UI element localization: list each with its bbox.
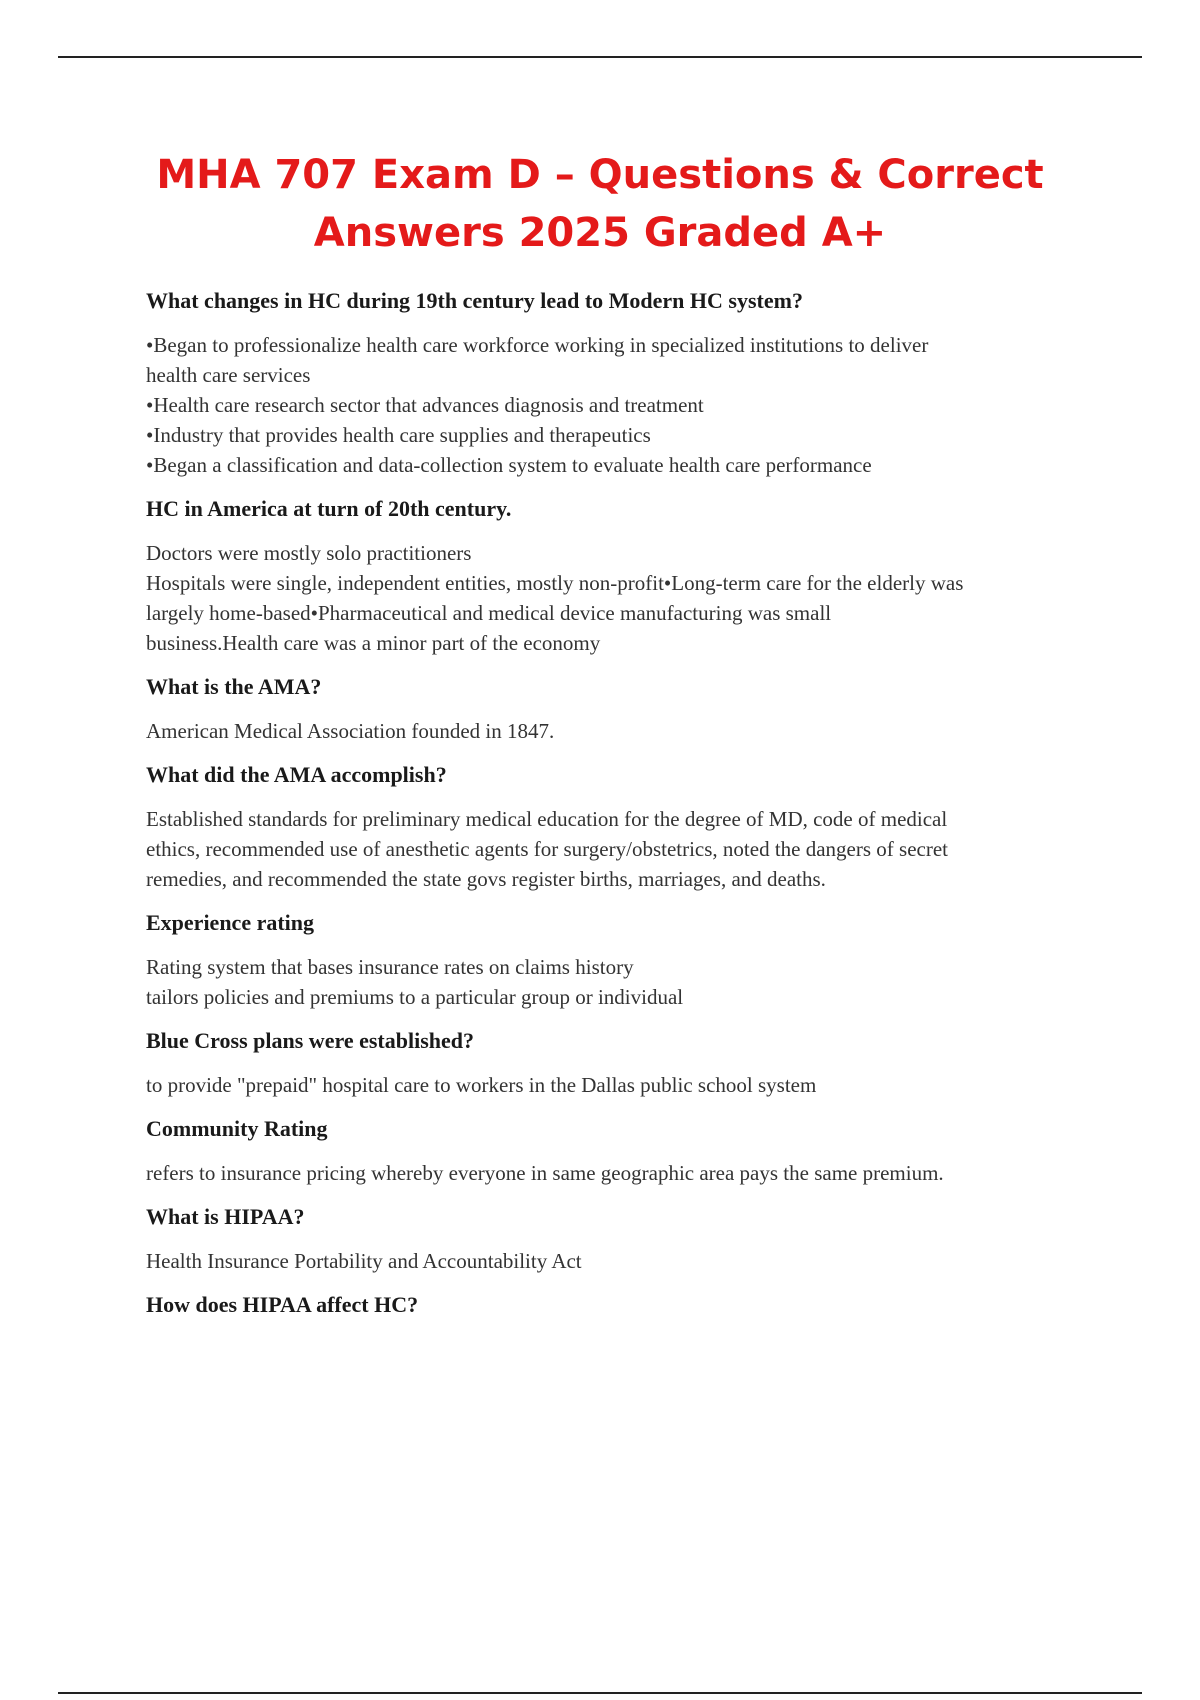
answer-line: •Industry that provides health care supplies and therapeutics (146, 423, 651, 447)
qa-list (146, 286, 1106, 1334)
answer-text (146, 804, 1106, 894)
answer-line: tailors policies and premiums to a particular group or individual (146, 985, 684, 1009)
answer-text (146, 716, 1106, 746)
question-text: Community Rating (146, 1116, 328, 1141)
question-text: What is HIPAA? (146, 1204, 305, 1229)
answer-line: business.Health care was a minor part of the economy (146, 631, 601, 655)
answer-line: remedies, and recommended the state govs register births, marriages, and deaths. (146, 867, 826, 891)
answer-line: largely home-based•Pharmaceutical and medical device manufacturing was small (146, 601, 832, 625)
qa-item (146, 1026, 1106, 1100)
answer-line: health care services (146, 363, 311, 387)
answer-line: ethics, recommended use of anesthetic agents for surgery/obstetrics, noted the dangers of secret (146, 837, 948, 861)
answer-line: Established standards for preliminary medical education for the degree of MD, code of medical (146, 807, 948, 831)
answer-text (146, 330, 1106, 480)
question-text: What did the AMA accomplish? (146, 762, 447, 787)
answer-text (146, 1246, 1106, 1276)
answer-line: American Medical Association founded in 1847. (146, 719, 555, 743)
question-text: HC in America at turn of 20th century. (146, 496, 512, 521)
qa-item (146, 672, 1106, 746)
question-text: Blue Cross plans were established? (146, 1028, 475, 1053)
title-line-2: Answers 2025 Graded A+ (313, 210, 887, 256)
answer-text (146, 1070, 1106, 1100)
qa-item (146, 286, 1106, 480)
answer-text (146, 538, 1106, 658)
question-text: Experience rating (146, 910, 315, 935)
bottom-rule (58, 1692, 1142, 1694)
answer-line: to provide "prepaid" hospital care to workers in the Dallas public school system (146, 1073, 817, 1097)
answer-line: Hospitals were single, independent entities, mostly non-profit•Long-term care for the elderly was (146, 571, 964, 595)
page-title (0, 146, 1200, 262)
answer-text (146, 952, 1106, 1012)
qa-item (146, 760, 1106, 894)
answer-line: •Began a classification and data-collection system to evaluate health care performance (146, 453, 872, 477)
answer-line: •Began to professionalize health care workforce working in specialized institutions to deliver (146, 333, 929, 357)
answer-line: Doctors were mostly solo practitioners (146, 541, 472, 565)
question-text: What is the AMA? (146, 674, 322, 699)
qa-item (146, 1290, 1106, 1320)
qa-item (146, 1114, 1106, 1188)
answer-line: Rating system that bases insurance rates on claims history (146, 955, 634, 979)
answer-line: •Health care research sector that advances diagnosis and treatment (146, 393, 704, 417)
top-rule (58, 56, 1142, 58)
qa-item (146, 908, 1106, 1012)
answer-text (146, 1158, 1106, 1188)
qa-item (146, 494, 1106, 658)
answer-line: refers to insurance pricing whereby everyone in same geographic area pays the same premium. (146, 1161, 944, 1185)
qa-item (146, 1202, 1106, 1276)
question-text: What changes in HC during 19th century lead to Modern HC system? (146, 288, 803, 313)
title-line-1: MHA 707 Exam D – Questions & Correct (156, 152, 1044, 198)
answer-line: Health Insurance Portability and Accountability Act (146, 1249, 582, 1273)
question-text: How does HIPAA affect HC? (146, 1292, 419, 1317)
